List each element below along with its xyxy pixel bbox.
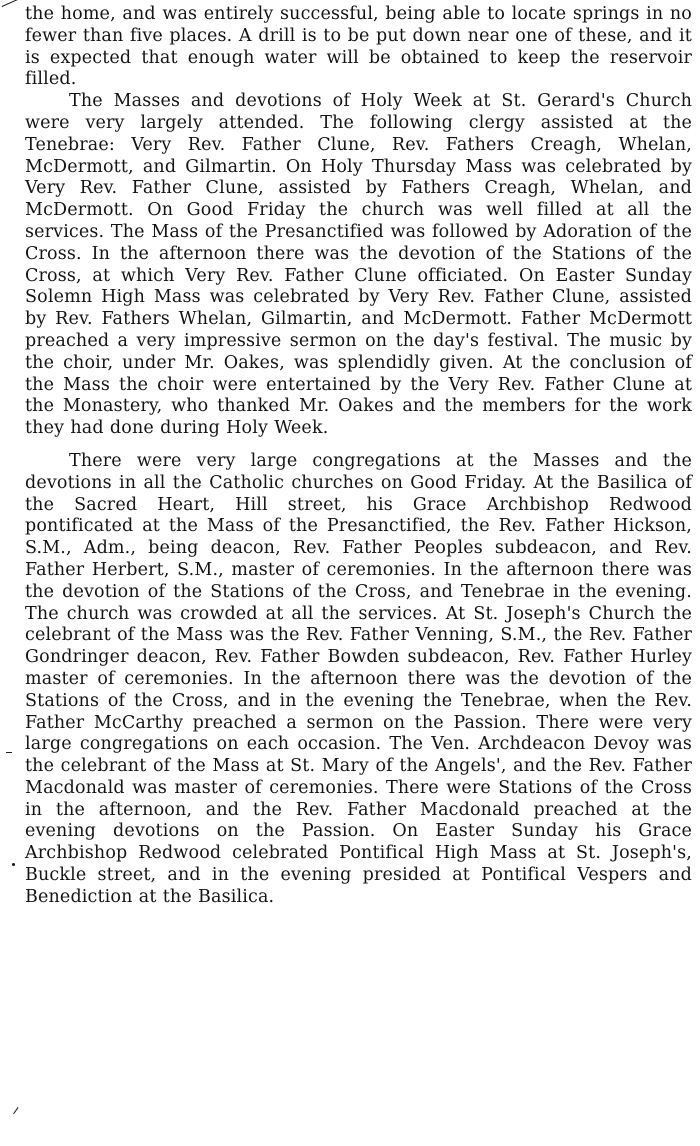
margin-mark <box>13 1107 19 1114</box>
margin-mark <box>12 863 15 866</box>
margin-mark <box>6 752 12 753</box>
paragraph-continuation: the home, and was entirely successful, being able to locate springs in no fewer than five places. A drill is to be put down near one of these, and it is expected that enough water will be obtained to keep the reservoir filled. <box>25 4 692 90</box>
paragraph-holy-week-st-gerards: The Masses and devotions of Holy Week at St. Gerard's Church were very largely attended. The following clergy assisted at the Tenebrae: Very Rev. Father Clune, Rev. Fathers Creagh, Whelan, McDermott, and Gilmartin. On Holy Thursday Mass was celebrated by Very Rev. Father Clune, assisted by Fathers Creagh, Whelan, and McDermott. On Good Friday the church was well filled at all the services. The Mass of the Presanctified was followed by Adoration of the Cross. In the afternoon there was the devotion of the Stations of the Cross, at which Very Rev. Father Clune officiated. On Easter Sunday Solemn High Mass was celebrated by Very Rev. Father Clune, assisted by Rev. Fathers Whelan, Gilmartin, and McDermott. Father McDermott preached a very impressive sermon on the day's festival. The music by the choir, under Mr. Oakes, was splendidly given. At the conclusion of the Mass the choir were entertained by the Very Rev. Father Clune at the Monastery, who thanked Mr. Oakes and the members for the work they had done during Holy Week. <box>25 91 692 439</box>
paragraph-good-friday-congregations: There were very large congregations at the Masses and the devotions in all the Catholic churches on Good Friday. At the Basilica of the Sacred Heart, Hill street, his Grace Archbishop Redwood pontificated at the Mass of the Presanctified, the Rev. Father Hickson, S.M., Adm., being deacon, Rev. Father Peoples subdeacon, and Rev. Father Herbert, S.M., master of ceremonies. In the afternoon there was the devotion of the Stations of the Cross, and Tenebrae in the evening. The church was crowded at all the services. At St. Joseph's Church the celebrant of the Mass was the Rev. Father Venning, S.M., the Rev. Father Gondringer deacon, Rev. Father Bowden subdeacon, Rev. Father Hurley master of ceremonies. In the afternoon there was the devotion of the Stations of the Cross, and in the evening the Tenebrae, when the Rev. Father McCarthy preached a sermon on the Passion. There were very large congregations on each occasion. The Ven. Archdeacon Devoy was the celebrant of the Mass at St. Mary of the Angels', and the Rev. Father Macdonald was master of ceremonies. There were Stations of the Cross in the afternoon, and the Rev. Father Macdonald preached at the evening devotions on the Passion. On Easter Sunday his Grace Archbishop Redwood celebrated Pontifical High Mass at St. Joseph's, Buckle street, and in the evening presided at Pontifical Vespers and Benediction at the Basilica. <box>25 450 692 907</box>
margin-mark <box>2 0 23 7</box>
